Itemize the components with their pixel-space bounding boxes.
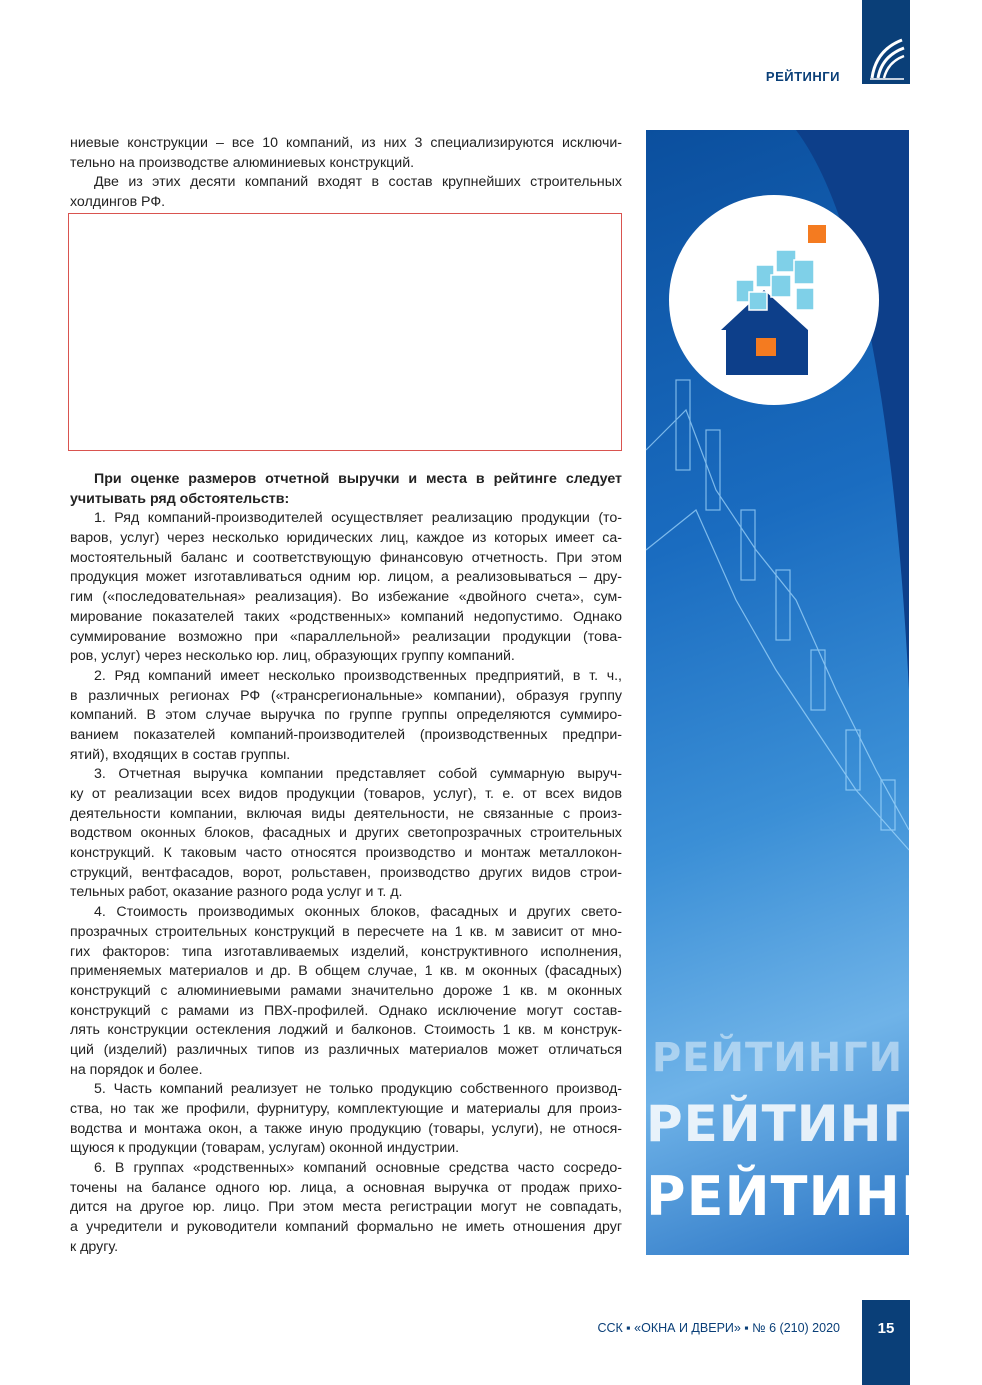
paragraph-line: мирование показателей таких «родственных» компаний недопустимо. Однако [70, 608, 622, 625]
paragraph-line: к другу. [70, 1238, 119, 1255]
page-number: 15 [862, 1300, 910, 1385]
footer-publication: ССК ▪ «ОКНА И ДВЕРИ» ▪ № 6 (210) 2020 [597, 1321, 840, 1335]
paragraph-line: гим («последовательная» реализация). Во избежание «двойного счета», сум- [70, 589, 622, 606]
paragraph-line: варов, услуг) через несколько юридических лиц, каждое из которых имеет са- [70, 530, 622, 547]
paragraph-line: 2. Ряд компаний имеет несколько производственных предприятий, в т. ч., [94, 667, 622, 684]
paragraph-line: прозрачных строительных конструкций в пересчете на 1 кв. м зависит от мно- [70, 923, 622, 940]
section-label: РЕЙТИНГИ [765, 69, 840, 84]
paragraph-line: точены на балансе одного юр. лица, а основная выручка от продаж прихо- [70, 1179, 622, 1196]
paragraph-line: конструкций. К таковым часто относятся производство и монтаж металлокон- [70, 845, 622, 862]
header-logo-block [862, 0, 910, 84]
paragraph-line: в различных регионах РФ («трансрегиональные» компании), образуя группу [70, 687, 622, 704]
paragraph-line: водства и монтажа окон, а также иную продукцию (товары, услуги), не относя- [70, 1120, 622, 1137]
paragraph-line: тельных работ, оказание разного рода услуг и т. д. [70, 884, 403, 901]
paragraph-line: мостоятельный баланс и соответствующую финансовую отчетность. При этом [70, 549, 622, 566]
rating-word-faded: РЕЙТИНГИ [651, 1035, 904, 1081]
paragraph-line: суммирование возможно при «параллельной» реализации продукции (това- [70, 628, 622, 645]
paragraph-line: ций (изделий) различных типов из различных материалов может отличаться [70, 1041, 622, 1058]
paragraph-line: щуюся к продукции (товарам, услугам) оконной индустрии. [70, 1140, 460, 1157]
paragraph-line: гих факторов: типа изготавливаемых изделий, конструктивного исполнения, [70, 943, 622, 960]
chart-background-graphic [646, 130, 982, 1255]
paragraph-line: тельно на производстве алюминиевых конструкций. [70, 154, 415, 171]
paragraph-line: ров, услуг) через несколько юр. лиц, образующих группу компаний. [70, 648, 515, 665]
paragraph-line: а учредители и руководители компаний формально не иметь отношения друг [70, 1219, 622, 1236]
paragraph-line: Две из этих десяти компаний входят в состав крупнейших строительных [94, 174, 622, 191]
empty-frame [68, 213, 622, 451]
paragraph-line: струкций, вентфасадов, ворот, рольставен, производство других видов строи- [70, 864, 622, 881]
paragraph-line: 5. Часть компаний реализует не только продукцию собственного производ- [94, 1081, 622, 1098]
paragraph-line: ванием показателей компаний-производителей (производственных предпри- [70, 726, 622, 743]
paragraph-line: компаний. В этом случае выручка по группе группы определяются суммиро- [70, 707, 622, 724]
paragraph-line: холдингов РФ. [70, 194, 166, 211]
article-text-top [70, 134, 622, 213]
paragraph-line: дится на другое юр. лицо. При этом места регистрации могут не совпадать, [70, 1199, 622, 1216]
paragraph-line: продукция может изготавливаться одним юр. лицом, а реализовываться – дру- [70, 569, 622, 586]
paragraph-line: ниевые конструкции – все 10 компаний, из них 3 специализируются исключи- [70, 135, 622, 151]
heading-line: При оценке размеров отчетной выручки и места в рейтинге следует [94, 471, 622, 487]
paragraph-line: применяемых материалов и др. В общем случае, 1 кв. м оконных (фасадных) [70, 963, 622, 980]
article-text-main [70, 470, 622, 1258]
heading-line: учитывать ряд обстоятельств: [70, 490, 290, 507]
paragraph-line: 4. Стоимость производимых оконных блоков, фасадных и других свето- [94, 904, 622, 921]
paragraph-line: 1. Ряд компаний-производителей осуществляет реализацию продукции (то- [94, 510, 622, 527]
paragraph-line: 6. В группах «родственных» компаний основные средства часто сосредо- [94, 1160, 622, 1177]
paragraph-line: водством оконных блоков, фасадных и других светопрозрачных строительных [70, 825, 622, 842]
rating-word-medium: РЕЙТИНГИ [646, 1095, 959, 1153]
paragraph-line: ства, но так же профили, фурнитуру, комплектующие и материалы для произ- [70, 1101, 622, 1117]
rating-word-large: РЕЙТИНГИ [646, 1165, 982, 1228]
swoosh-logo-icon [862, 0, 910, 84]
paragraph-line: конструкций с алюминиевыми рамами значительно дороже 1 кв. м оконных [70, 982, 622, 999]
paragraph-line: на порядок и более. [70, 1061, 203, 1078]
paragraph-line: деятельности компании, включая виды деятельности, не связанные с произ- [70, 805, 622, 822]
paragraph-line: ку от реализации всех видов продукции (товаров, услуг), т. е. от всех видов [70, 786, 622, 802]
paragraph-line: ятий), входящих в состав группы. [70, 746, 291, 763]
paragraph-line: конструкций с рамами из ПВХ-профилей. Однако исключение могут состав- [70, 1002, 622, 1019]
paragraph-line: лять конструкции остекления лоджий и балконов. Стоимость 1 кв. м конструк- [70, 1022, 622, 1039]
sidebar-image [646, 130, 982, 1255]
paragraph-line: 3. Отчетная выручка компании представляет собой суммарную выруч- [94, 766, 622, 783]
